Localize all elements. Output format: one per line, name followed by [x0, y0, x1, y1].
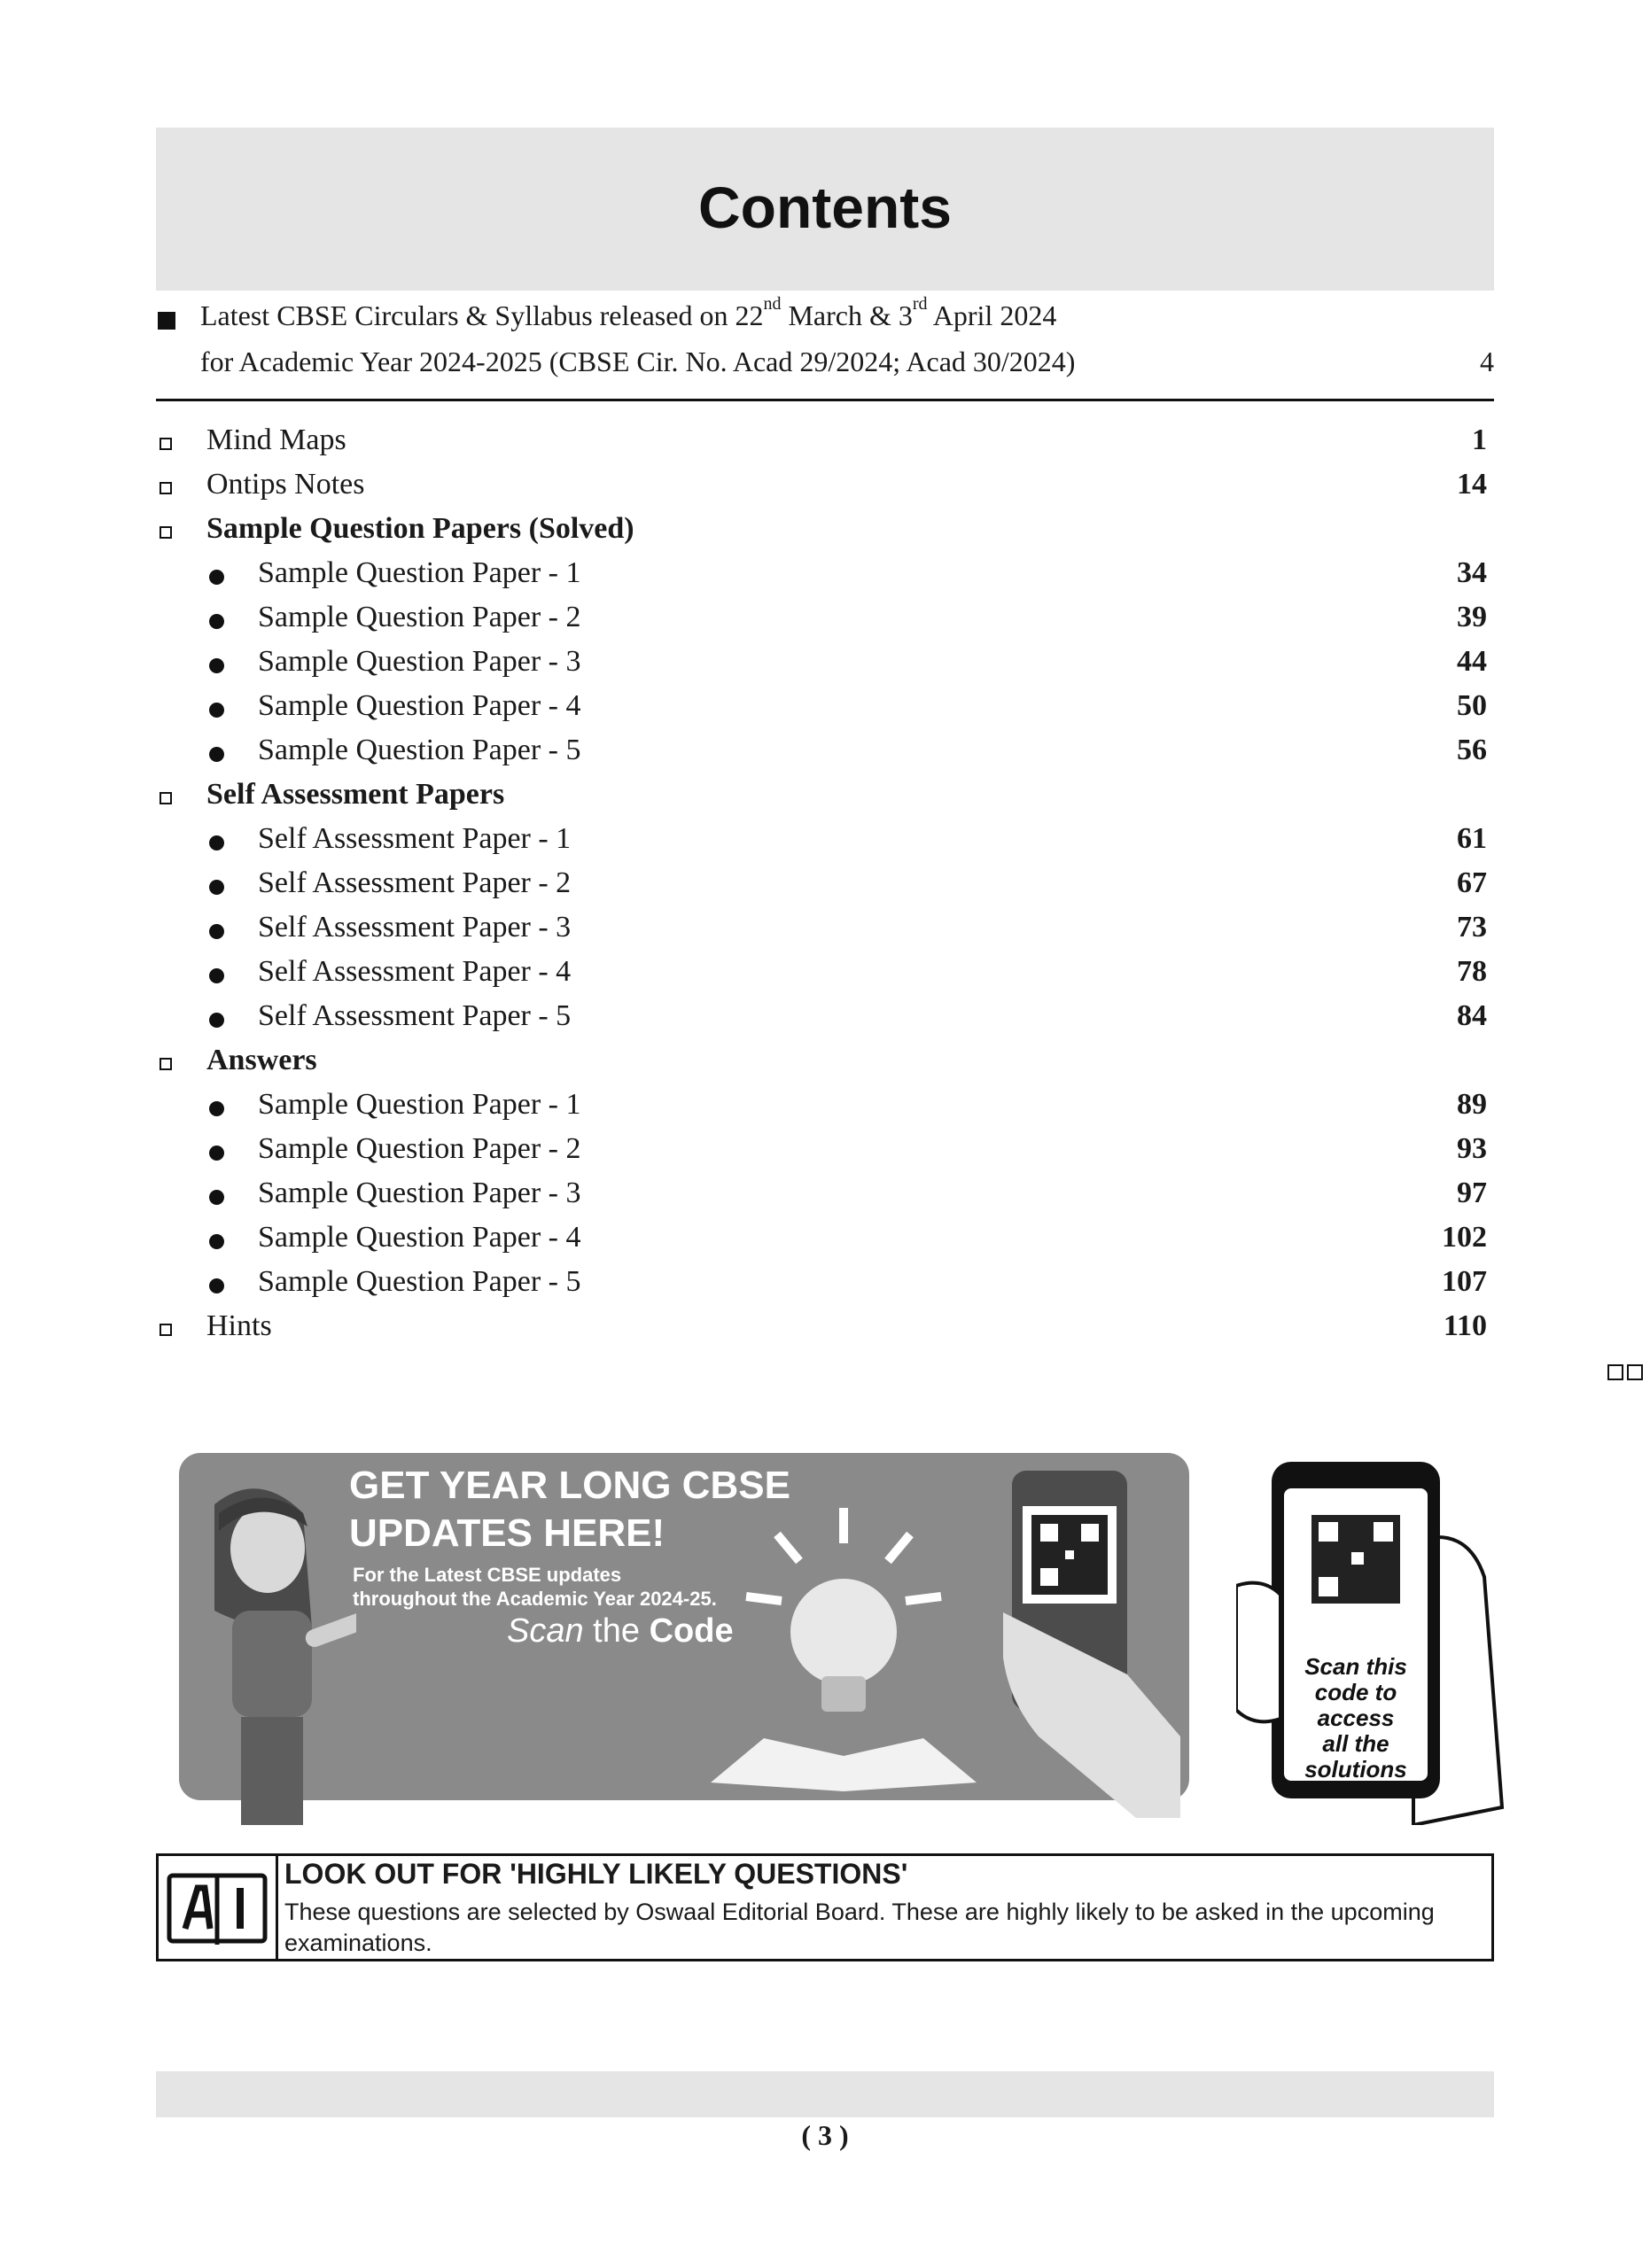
toc-label: Sample Question Paper - 4: [258, 689, 581, 722]
toc-item[interactable]: [156, 689, 1494, 734]
toc-page-number: 73: [1457, 911, 1487, 944]
girl-illustration-icon: [179, 1478, 356, 1825]
checkbox-square-icon: [160, 1324, 172, 1336]
highly-likely-questions-callout: [156, 1853, 1494, 1961]
toc-label: Ontips Notes: [206, 468, 365, 501]
toc-label: Sample Question Paper - 2: [258, 1132, 581, 1165]
toc-label: Sample Question Paper - 5: [258, 1265, 581, 1298]
bullet-dot-icon: [209, 570, 224, 585]
toc-item[interactable]: [156, 734, 1494, 778]
circular-line-1: Latest CBSE Circulars & Syllabus released on 22nd March & 3rd April 2024: [200, 294, 1057, 331]
bullet-dot-icon: [209, 1234, 224, 1249]
phone-card-line-4: all the: [1322, 1730, 1389, 1757]
toc-page-number: 102: [1442, 1221, 1487, 1254]
toc-item[interactable]: [156, 601, 1494, 645]
bullet-dot-icon: [209, 880, 224, 895]
toc-section[interactable]: [156, 778, 1494, 822]
phone-card-line-5: solutions: [1304, 1756, 1407, 1783]
toc-label: Answers: [206, 1044, 317, 1076]
toc-item[interactable]: [156, 1088, 1494, 1132]
toc-item[interactable]: [156, 556, 1494, 601]
bullet-dot-icon: [209, 924, 224, 939]
phone-card-line-2: code to: [1314, 1679, 1397, 1705]
phone-with-qr-icon: [1003, 1471, 1180, 1818]
phone-card-line-3: access: [1317, 1705, 1395, 1731]
toc-label: Hints: [206, 1309, 272, 1342]
toc-page-number: 1: [1472, 423, 1487, 456]
toc-page-number: 107: [1442, 1265, 1487, 1298]
bullet-dot-icon: [209, 1190, 224, 1205]
toc-item[interactable]: [156, 866, 1494, 911]
cbse-updates-banner[interactable]: [179, 1453, 1189, 1825]
circular-page: 4: [1480, 346, 1494, 377]
toc-section[interactable]: [156, 468, 1494, 512]
square-bullet-icon: [158, 312, 175, 330]
toc-section[interactable]: [156, 1044, 1494, 1088]
bullet-dot-icon: [209, 1278, 224, 1293]
page-number: ( 3 ): [801, 2119, 849, 2151]
toc-label: Mind Maps: [206, 423, 346, 456]
toc-page-number: 56: [1457, 734, 1487, 766]
toc-label: Sample Question Paper - 3: [258, 1177, 581, 1209]
bullet-dot-icon: [209, 747, 224, 762]
bullet-dot-icon: [209, 1013, 224, 1028]
page-title: Contents: [698, 175, 952, 240]
toc-page-number: 61: [1457, 822, 1487, 855]
toc-item[interactable]: [156, 1221, 1494, 1265]
bullet-dot-icon: [209, 968, 224, 983]
toc-page-number: 78: [1457, 955, 1487, 988]
toc-label: Self Assessment Paper - 5: [258, 999, 572, 1032]
toc-item[interactable]: [156, 1132, 1494, 1177]
toc-page-number: 84: [1457, 999, 1487, 1032]
checkbox-square-icon: [160, 438, 172, 450]
end-marks-icon: [1607, 1364, 1643, 1380]
divider: [156, 399, 1494, 401]
toc-item[interactable]: [156, 955, 1494, 999]
toc-label: Sample Question Paper - 5: [258, 734, 581, 766]
toc-label: Self Assessment Paper - 3: [258, 911, 572, 944]
bullet-dot-icon: [209, 703, 224, 718]
checkbox-square-icon: [160, 792, 172, 804]
toc-item[interactable]: [156, 1177, 1494, 1221]
contents-header: [156, 128, 1494, 291]
bullet-dot-icon: [209, 1101, 224, 1116]
lightbulb-book-icon: [693, 1499, 994, 1791]
toc-label: Sample Question Paper - 2: [258, 601, 581, 633]
toc-list: [156, 423, 1494, 1354]
phone-card-line-1: Scan this: [1304, 1653, 1407, 1680]
toc-page-number: 67: [1457, 866, 1487, 899]
toc-label: Self Assessment Paper - 1: [258, 822, 572, 855]
toc-label: Sample Question Paper - 4: [258, 1221, 581, 1254]
toc-label: Sample Question Paper - 1: [258, 1088, 581, 1121]
banner-subtext: For the Latest CBSE updates throughout the Academic Year 2024-25.: [353, 1564, 717, 1610]
toc-label: Sample Question Paper - 3: [258, 645, 581, 678]
toc-section[interactable]: [156, 423, 1494, 468]
callout-title: LOOK OUT FOR 'HIGHLY LIKELY QUESTIONS': [284, 1858, 908, 1890]
ai-book-icon: [159, 1856, 278, 1959]
bullet-dot-icon: [209, 658, 224, 673]
bullet-dot-icon: [209, 1146, 224, 1161]
toc-label: Sample Question Papers (Solved): [206, 512, 634, 545]
toc-item[interactable]: [156, 645, 1494, 689]
footer-band: [156, 2071, 1494, 2117]
checkbox-square-icon: [160, 526, 172, 539]
scan-solutions-phone-icon[interactable]: [1236, 1453, 1511, 1825]
toc-label: Self Assessment Paper - 2: [258, 866, 572, 899]
toc-page-number: 89: [1457, 1088, 1487, 1121]
banner-headline: GET YEAR LONG CBSE UPDATES HERE!: [349, 1464, 790, 1555]
toc-page-number: 110: [1443, 1309, 1487, 1342]
circular-line-2: for Academic Year 2024-2025 (CBSE Cir. No. Acad 29/2024; Acad 30/2024): [200, 346, 1076, 377]
toc-section[interactable]: [156, 1309, 1494, 1354]
toc-item[interactable]: [156, 1265, 1494, 1309]
toc-item[interactable]: [156, 822, 1494, 866]
bullet-dot-icon: [209, 614, 224, 629]
checkbox-square-icon: [160, 1058, 172, 1070]
bullet-dot-icon: [209, 835, 224, 850]
toc-item[interactable]: [156, 999, 1494, 1044]
toc-page-number: 50: [1457, 689, 1487, 722]
toc-page-number: 39: [1457, 601, 1487, 633]
toc-section[interactable]: [156, 512, 1494, 556]
toc-item[interactable]: [156, 911, 1494, 955]
checkbox-square-icon: [160, 482, 172, 494]
toc-page-number: 44: [1457, 645, 1487, 678]
scan-the-code-text: Scan the Code: [507, 1612, 734, 1650]
toc-label: Self Assessment Paper - 4: [258, 955, 572, 988]
toc-label: Self Assessment Papers: [206, 778, 505, 811]
toc-page-number: 14: [1457, 468, 1487, 501]
callout-body: These questions are selected by Oswaal Editorial Board. These are highly likely to be asked in the upcoming examinations.: [284, 1899, 1435, 1956]
toc-page-number: 97: [1457, 1177, 1487, 1209]
toc-label: Sample Question Paper - 1: [258, 556, 581, 589]
toc-page-number: 93: [1457, 1132, 1487, 1165]
toc-page-number: 34: [1457, 556, 1487, 589]
